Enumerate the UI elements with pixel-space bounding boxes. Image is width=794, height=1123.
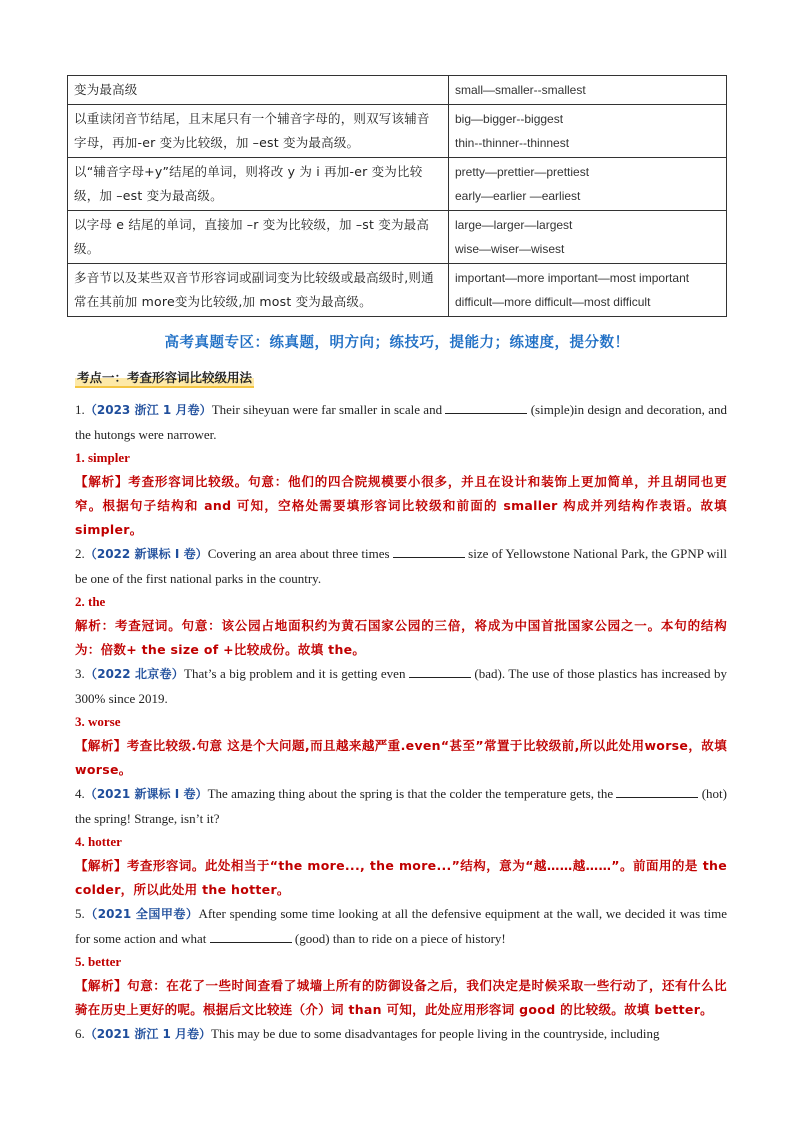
example-text: big—bigger--biggest <box>455 112 564 126</box>
practice-banner: 高考真题专区：练真题，明方向；练技巧，提能力；练速度，提分数！ <box>164 335 630 351</box>
example-cell <box>449 158 727 211</box>
rule-cell: 多音节以及某些双音节形容词或副词变为比较级或最高级时,则通常在其前加 more变为比较级,加 most 变为最高级。 <box>68 264 449 317</box>
question-block <box>67 902 727 1022</box>
answer-text: 2. the <box>75 594 106 609</box>
question-source: （2021 浙江 1 月卷） <box>84 1027 212 1041</box>
table-row <box>68 264 727 317</box>
example-cell <box>449 264 727 317</box>
example-cell <box>449 105 727 158</box>
section-title: 考点一：考查形容词比较级用法 <box>75 368 254 388</box>
question-block <box>67 398 727 542</box>
analysis-text: 【解析】考查形容词比较级。句意：他们的四合院规模要小很多，并且在设计和装饰上更加简单，并且胡同也更窄。根据句子结构和 and 可知，空格处需要填形容词比较级和前面的 smaller 构成并列结构作表语。故填 simpler。 <box>75 474 727 537</box>
analysis-text: 【解析】考查形容词。此处相当于“the more..., the more...”结构，意为“越……越……”。前面用的是 the colder，所以此处用 the hotter。 <box>75 858 727 897</box>
question-text: 2.（2022 新课标 I 卷）Covering an area about three times size of Yellowstone National Park, the GPNP will be one of the first national parks in the country. <box>75 542 727 590</box>
answer-blank[interactable] <box>210 928 292 943</box>
example-text: large—larger—largest <box>455 218 573 232</box>
example-text: early—earlier —earliest <box>455 189 581 203</box>
question-source: （2021 全国甲卷） <box>84 907 199 921</box>
question-text: 1.（2023 浙江 1 月卷）Their siheyuan were far smaller in scale and (simple)in design and decoration, and the hutongs were narrower. <box>75 398 727 446</box>
answer-text: 1. simpler <box>75 450 130 465</box>
question-block <box>67 662 727 782</box>
rule-cell: 以“辅音字母+y”结尾的单词，则将改 y 为 i 再加-er 变为比较级，加 –est 变为最高级。 <box>68 158 449 211</box>
table-row <box>68 76 727 105</box>
rule-cell: 以重读闭音节结尾，且末尾只有一个辅音字母的，则双写该辅音字母，再加-er 变为比较级，加 –est 变为最高级。 <box>68 105 449 158</box>
question-source: （2023 浙江 1 月卷） <box>84 403 212 417</box>
example-text: thin--thinner--thinnest <box>455 136 570 150</box>
example-cell <box>449 211 727 264</box>
analysis-text: 【解析】句意：在花了一些时间查看了城墙上所有的防御设备之后，我们决定是时候采取一些行动了，还有什么比骑在历史上更好的呢。根据后文比较连（介）词 than 可知，此处应用形容词 good 的比较级。故填 better。 <box>75 978 727 1017</box>
analysis-text: 【解析】考查比较级.句意 这是个大问题,而且越来越严重.even“甚至”常置于比较级前,所以此处用worse，故填worse。 <box>75 738 727 777</box>
example-text: small—smaller--smallest <box>455 83 586 97</box>
example-text: wise—wiser—wisest <box>455 242 565 256</box>
question-block <box>67 1022 727 1047</box>
question-text: 3.（2022 北京卷）That’s a big problem and it is getting even (bad). The use of those plastics has increased by 300% since 2019. <box>75 662 727 710</box>
answer-blank[interactable] <box>393 543 465 558</box>
table-row <box>68 211 727 264</box>
comparison-rules-table <box>67 75 727 317</box>
example-text: difficult—more difficult—most difficult <box>455 295 651 309</box>
answer-blank[interactable] <box>616 783 698 798</box>
answer-blank[interactable] <box>409 663 471 678</box>
table-row <box>68 158 727 211</box>
answer-text: 4. hotter <box>75 834 122 849</box>
question-source: （2022 新课标 I 卷） <box>84 547 208 561</box>
answer-text: 3. worse <box>75 714 121 729</box>
answer-text: 5. better <box>75 954 122 969</box>
question-text: 5.（2021 全国甲卷）After spending some time looking at all the defensive equipment at the wall, we decided it was time for some action and what (good) than to ride on a piece of history! <box>75 906 728 946</box>
question-block <box>67 542 727 662</box>
rule-cell: 以字母 e 结尾的单词，直接加 –r 变为比较级，加 –st 变为最高级。 <box>68 211 449 264</box>
example-text: important—more important—most important <box>455 271 690 285</box>
example-cell <box>449 76 727 105</box>
question-block <box>67 782 727 902</box>
question-text: 4.（2021 新课标 I 卷）The amazing thing about the spring is that the colder the temperature gets, the (hot) the spring! Strange, isn’t it? <box>75 782 727 830</box>
question-text: 6.（2021 浙江 1 月卷）This may be due to some disadvantages for people living in the countryside, including <box>75 1026 660 1041</box>
answer-blank[interactable] <box>445 399 527 414</box>
page-content <box>67 75 727 1047</box>
question-source: （2021 新课标 I 卷） <box>84 787 208 801</box>
question-source: （2022 北京卷） <box>84 667 185 681</box>
rule-cell: 变为最高级 <box>68 76 449 105</box>
analysis-text: 解析：考查冠词。句意：该公园占地面积约为黄石国家公园的三倍，将成为中国首批国家公园之一。本句的结构为：倍数+ the size of +比较成份。故填 the。 <box>75 618 727 657</box>
example-text: pretty—prettier—prettiest <box>455 165 590 179</box>
table-row <box>68 105 727 158</box>
